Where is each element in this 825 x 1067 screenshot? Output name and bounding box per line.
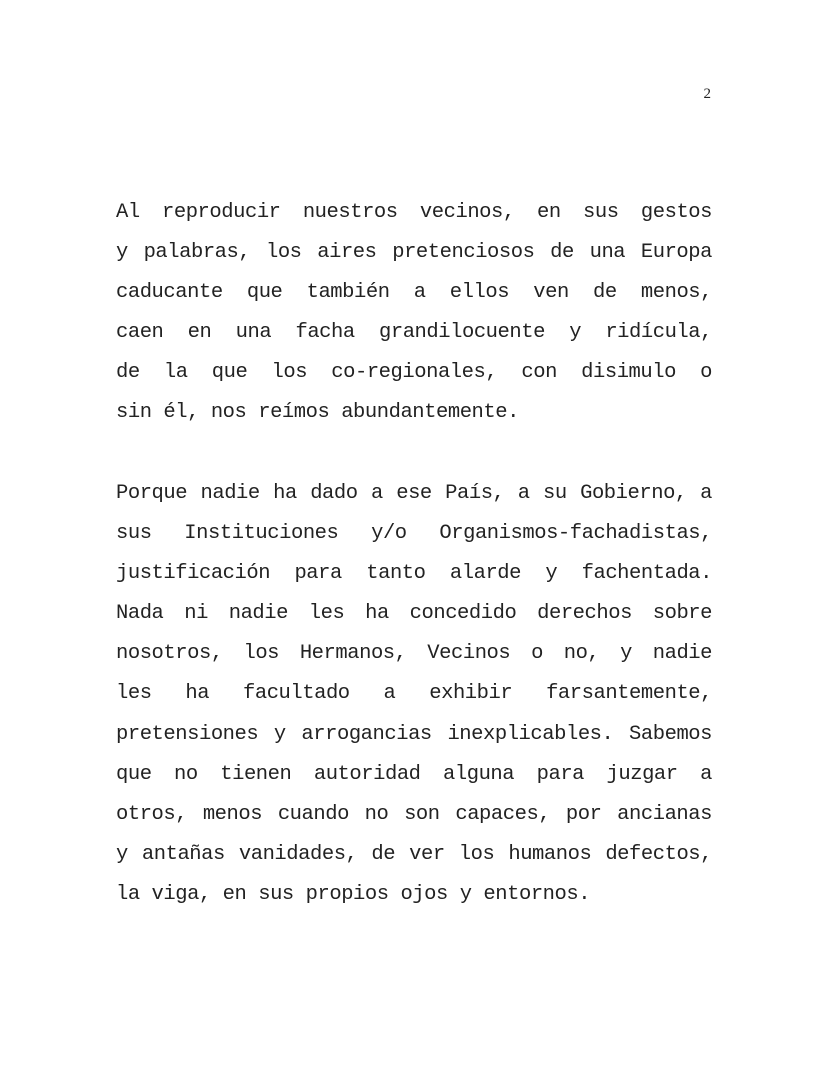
text-line: y palabras, los aires pretenciosos de una Europa [116, 241, 712, 265]
text-line: les ha facultado a exhibir farsantemente, [116, 682, 712, 706]
text-line: de la que los co-regionales, con disimulo o [116, 361, 712, 385]
text-line: sin él, nos reímos abundantemente. [116, 401, 519, 425]
text-line: Nada ni nadie les ha concedido derechos sobre [116, 602, 712, 626]
text-line: nosotros, los Hermanos, Vecinos o no, y nadie [116, 642, 712, 666]
paragraph-1 [116, 193, 712, 434]
text-line: sus Instituciones y/o Organismos-fachadistas, [116, 522, 712, 546]
text-line: otros, menos cuando no son capaces, por ancianas [116, 802, 712, 826]
text-line: pretensiones y arrogancias inexplicables. Sabemos [116, 722, 712, 746]
text-line: Porque nadie ha dado a ese País, a su Gobierno, a [116, 482, 712, 505]
text-line: Al reproducir nuestros vecinos, en sus gestos [116, 201, 712, 224]
page-number: 2 [703, 86, 711, 102]
text-line: caen en una facha grandilocuente y ridícula, [116, 321, 712, 345]
text-line: caducante que también a ellos ven de menos, [116, 281, 712, 305]
text-line: la viga, en sus propios ojos y entornos. [116, 882, 591, 906]
text-line: y antañas vanidades, de ver los humanos defectos, [116, 842, 712, 866]
text-line: que no tienen autoridad alguna para juzgar a [116, 762, 712, 786]
text-line: justificación para tanto alarde y fachentada. [116, 562, 712, 586]
paragraph-2 [116, 474, 712, 915]
